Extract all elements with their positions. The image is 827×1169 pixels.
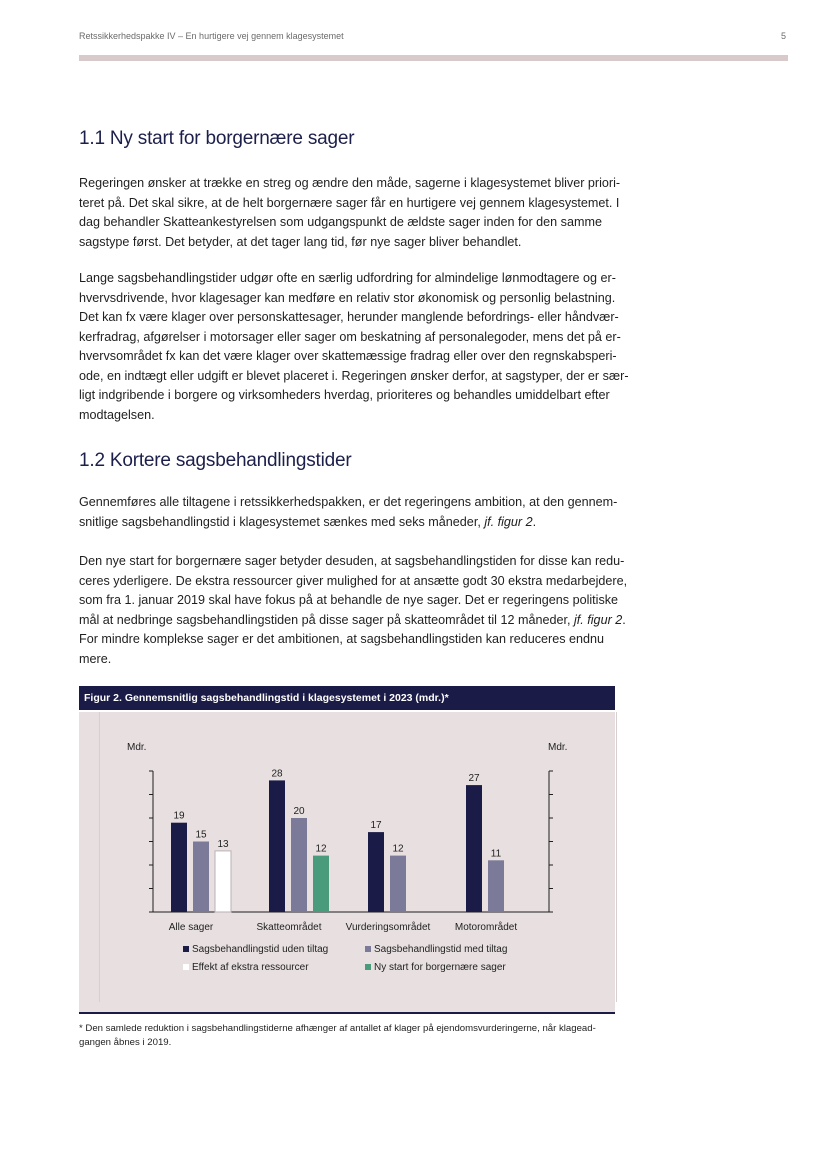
text-line: Regeringen ønsker at trække en streg og ændre den måde, sagerne i klagesystemet bliver priori-: [79, 176, 621, 190]
section-heading-1-1: 1.1 Ny start for borgernære sager: [79, 128, 355, 149]
legend-label: Sagsbehandlingstid med tiltag: [374, 944, 508, 955]
bar-chart: [79, 712, 615, 1012]
text-run: .: [532, 514, 537, 529]
text-line: Lange sagsbehandlingstider udgør ofte en særlig udfordring for almindelige lønmodtagere og er-: [79, 271, 616, 285]
legend-label: Ny start for borgernære sager: [374, 962, 506, 973]
data-label: 12: [315, 843, 327, 855]
x-tick-label: Motorområdet: [454, 922, 518, 933]
text-line: modtagelsen.: [79, 407, 155, 422]
bar: [466, 785, 482, 912]
text-line: teret på. Det skal sikre, at de helt borgernære sager får en hurtigere vej gennem klagesystemet. I: [79, 195, 620, 210]
text-line: Den nye start for borgernære sager betyder desuden, at sagsbehandlingstiden for disse kan redu-: [79, 554, 625, 568]
bar: [488, 860, 504, 912]
section-heading-1-2: 1.2 Kortere sagsbehandlingstider: [79, 450, 352, 471]
bar: [269, 780, 285, 912]
data-label: 27: [468, 773, 480, 785]
bar: [291, 818, 307, 912]
section2-paragraph-2: [79, 552, 628, 669]
text-line: kerfradrag, afgørelser i motorsager eller sager om beskatning af personalegoder, mens det på er-: [79, 329, 621, 344]
legend-swatch: [365, 946, 371, 952]
header-rule: [79, 55, 788, 61]
text-line: [79, 611, 626, 631]
text-line: dag behandler Skatteankestyrelsen som udgangspunkt de ældste sager inden for den samme: [79, 215, 602, 229]
x-tick-label: Skatteområdet: [256, 922, 322, 933]
legend-label: Sagsbehandlingstid uden tiltag: [192, 944, 329, 955]
figure-title: Figur 2. Gennemsnitlig sagsbehandlingstid i klagesystemet i 2023 (mdr.)*: [79, 686, 615, 710]
legend-label: Effekt af ekstra ressourcer: [192, 962, 309, 973]
legend-swatch: [183, 964, 189, 970]
text-run: snitlige sagsbehandlingstid i klagesystemet sænkes med seks måneder,: [79, 514, 485, 529]
figure-bottom-rule: [79, 1012, 615, 1014]
data-label: 11: [490, 848, 502, 860]
bar: [193, 842, 209, 913]
text-line: sagstype først. Det betyder, at det tager lang tid, før nye sager bliver behandlet.: [79, 234, 522, 249]
data-label: 13: [217, 838, 229, 850]
text-line: ode, en indtægt eller udgift er blevet placeret i. Regeringen ønsker derfor, at sagstyper, der er sær-: [79, 368, 629, 383]
data-label: 20: [293, 806, 305, 817]
data-label: 28: [271, 768, 283, 780]
text-line: hvervsdrivende, hvor klagesager kan medføre en relativ stor økonomisk og personlig belastning.: [79, 290, 616, 305]
text-line: Gennemføres alle tiltagene i retssikkerhedspakken, er det regeringens ambition, at den gennem-: [79, 495, 618, 509]
bar: [215, 851, 231, 912]
text-line: ligt indgribende i borgere og virksomheders hverdag, prioriteres og behandles umiddelbart efter: [79, 388, 610, 402]
footnote-line: * Den samlede reduktion i sagsbehandlingstiderne afhænger af antallet af klager på ejendomsvurderingerne, når klagead-: [79, 1023, 596, 1034]
bar: [368, 832, 384, 912]
text-line: hvervsområdet fx kan det være klager over skattemæssige fradrag eller over den regnskabsperi-: [79, 349, 617, 363]
x-tick-label: Alle sager: [168, 922, 214, 933]
data-label: 17: [370, 820, 382, 832]
footnote-line: gangen åbnes i 2019.: [79, 1037, 172, 1048]
text-line: som fra 1. januar 2019 skal have fokus på at behandle de nye sager. Det er regeringens politiske: [79, 593, 619, 607]
text-line: Det kan fx være klager over personskattesager, herunder manglende befordrings- eller håndvær-: [79, 310, 619, 324]
x-tick-label: Vurderingsområdet: [345, 922, 431, 933]
text-line: ceres yderligere. De ekstra ressourcer giver mulighed for at ansætte godt 30 ekstra medarbejdere,: [79, 573, 628, 588]
data-label: 12: [392, 843, 404, 855]
figure-footnote: [79, 1022, 619, 1050]
section1-paragraph-1: [79, 174, 619, 252]
figure-reference[interactable]: jf. figur 2: [484, 514, 533, 529]
data-label: 19: [173, 810, 185, 822]
figure-reference[interactable]: jf. figur 2: [573, 612, 623, 627]
y-axis-label-left: Mdr.: [127, 742, 147, 753]
data-label: 15: [195, 829, 207, 841]
section1-paragraph-2: [79, 269, 629, 425]
running-head: Retssikkerhedspakke IV – En hurtigere vej gennem klagesystemet: [79, 31, 344, 41]
legend-swatch: [183, 946, 189, 952]
bar: [171, 823, 187, 912]
figure-panel: [79, 712, 615, 1012]
page-number: 5: [781, 31, 787, 41]
bar: [390, 856, 406, 912]
text-line: mere.: [79, 651, 112, 666]
legend-swatch: [365, 964, 371, 970]
text-run: .: [622, 612, 626, 627]
y-axis-label-right: Mdr.: [548, 742, 568, 753]
text-run: mål at nedbringe sagsbehandlingstiden på disse sager på skatteområdet til 12 måneder,: [79, 612, 574, 627]
bar: [313, 856, 329, 912]
text-line: [79, 513, 619, 533]
text-line: For mindre komplekse sager er det ambitionen, at sagsbehandlingstiden kan reduceres endnu: [79, 632, 605, 646]
section2-paragraph-1: [79, 493, 619, 532]
